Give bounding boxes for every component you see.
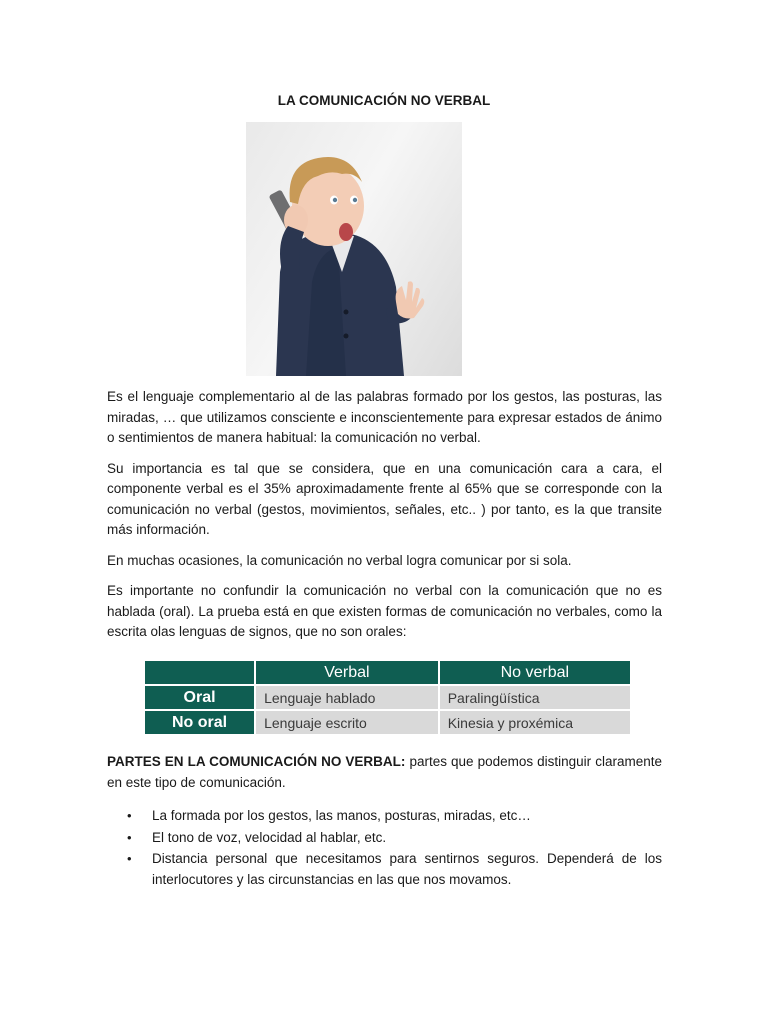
list-item xyxy=(107,849,662,890)
partes-text: partes que podemos distinguir claramente en este tipo de comunicación. xyxy=(107,754,662,790)
bullet-icon: • xyxy=(127,851,132,866)
document-title: LA COMUNICACIÓN NO VERBAL xyxy=(277,93,491,108)
intro-text xyxy=(107,387,662,653)
table-cell: Lenguaje escrito xyxy=(254,711,438,734)
table-header-empty xyxy=(145,661,254,686)
table-cell: Paralingüística xyxy=(438,686,630,711)
table-header-verbal: Verbal xyxy=(254,661,438,686)
bullet-icon: • xyxy=(127,808,132,823)
child-on-phone-photo xyxy=(246,122,462,376)
table-cell: Kinesia y proxémica xyxy=(438,711,630,734)
list-item-text: La formada por los gestos, las manos, posturas, miradas, etc… xyxy=(152,808,531,823)
partes-section xyxy=(107,752,662,803)
table-row-label: No oral xyxy=(145,711,254,734)
list-item xyxy=(107,806,662,827)
table-row xyxy=(145,686,630,711)
paragraph-3: En muchas ocasiones, la comunicación no verbal logra comunicar por si sola. xyxy=(107,552,572,568)
partes-paragraph xyxy=(107,752,662,793)
table-row-label: Oral xyxy=(145,686,254,711)
table-header-no-verbal: No verbal xyxy=(438,661,630,686)
bullet-icon: • xyxy=(127,829,132,845)
paragraph-2: Su importancia es tal que se considera, que en una comunicación cara a cara, el componente verbal es el 35% aproximadamente frente al 65% que se corresponde con la comunicación no verbal (gestos, movimientos, señales, etc.. ) por tanto, es la que transite más información. xyxy=(107,460,662,537)
paragraph-1: Es el lenguaje complementario al de las palabras formado por los gestos, las posturas, las miradas, … que utilizamos consciente e inconscientemente para expresar estados de ánimo o sentimientos de manera habitual: la comunicación no verbal. xyxy=(107,389,662,445)
table-header-row xyxy=(145,661,630,686)
partes-list xyxy=(107,806,662,891)
table-cell: Lenguaje hablado xyxy=(254,686,438,711)
list-item xyxy=(107,828,662,849)
list-item-text: El tono de voz, velocidad al hablar, etc. xyxy=(152,829,387,845)
verbal-comparison-table xyxy=(145,661,630,734)
paragraph-4: Es importante no confundir la comunicación no verbal con la comunicación que no es hablada (oral). La prueba está en que existen formas de comunicación no verbales, como la escrita olas lenguas de signos, que no son orales: xyxy=(107,583,662,639)
list-item-text: Distancia personal que necesitamos para sentirnos seguros. Dependerá de los interlocutores y las circunstancias en las que nos movamos. xyxy=(152,851,662,887)
table-row xyxy=(145,711,630,734)
partes-heading: PARTES EN LA COMUNICACIÓN NO VERBAL: xyxy=(107,754,406,769)
